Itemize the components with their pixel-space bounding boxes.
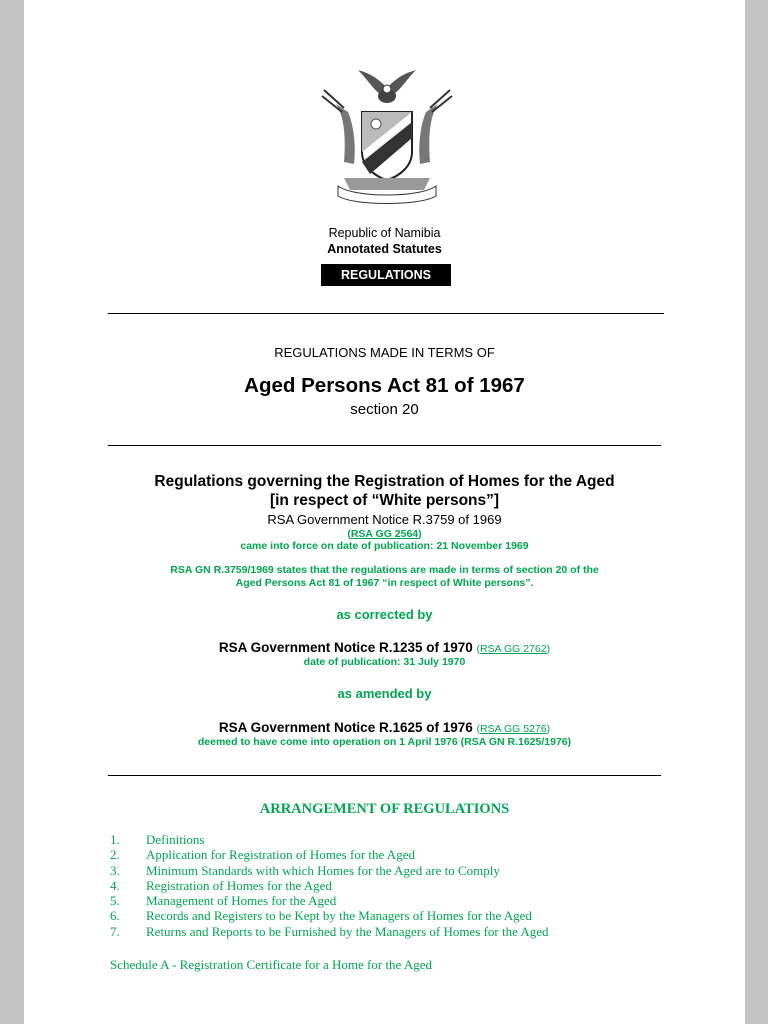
correction-date: date of publication: 31 July 1970 bbox=[303, 656, 466, 668]
republic-label: Republic of Namibia bbox=[328, 226, 441, 240]
list-item[interactable]: 2. Application for Registration of Homes for the Aged bbox=[110, 847, 415, 863]
list-item[interactable]: 3. Minimum Standards with which Homes for the Aged are to Comply bbox=[110, 862, 500, 878]
correction-gazette-link[interactable]: RSA GG 2762 bbox=[480, 643, 547, 655]
regulation-title-line2: [in respect of “White persons”] bbox=[269, 492, 500, 509]
act-title: Aged Persons Act 81 of 1967 bbox=[244, 374, 525, 397]
list-item[interactable]: 7. Returns and Reports to be Furnished by the Managers of Homes for the Aged bbox=[110, 923, 549, 939]
amendment-gazette-link[interactable]: RSA GG 5276 bbox=[480, 723, 547, 735]
commencement-note: came into force on date of publication: 21 November 1969 bbox=[240, 540, 529, 552]
amended-by-label: as amended by bbox=[337, 686, 432, 701]
list-item[interactable]: 6. Records and Registers to be Kept by the Managers of Homes for the Aged bbox=[110, 908, 532, 924]
schedule-link[interactable]: Schedule A - Registration Certificate for a Home for the Aged bbox=[110, 957, 433, 972]
amendment-date: deemed to have come into operation on 1 April 1976 (RSA GN R.1625/1976) bbox=[197, 736, 572, 748]
coat-of-arms-emblem bbox=[314, 66, 460, 206]
divider-top bbox=[108, 313, 664, 314]
list-item[interactable]: 4. Registration of Homes for the Aged bbox=[110, 877, 332, 893]
divider-bottom bbox=[108, 775, 661, 776]
corrected-by-label: as corrected by bbox=[336, 607, 433, 622]
act-section: section 20 bbox=[350, 401, 419, 418]
regulations-list bbox=[110, 832, 549, 939]
regulations-badge: REGULATIONS bbox=[321, 264, 451, 286]
annotated-statutes-label: Annotated Statutes bbox=[327, 242, 442, 256]
annotation-note-line1: RSA GN R.3759/1969 states that the regulations are made in terms of section 20 of the bbox=[170, 564, 599, 576]
amendment-notice: RSA Government Notice R.1625 of 1976 (RSA GG 5276) bbox=[218, 720, 551, 735]
government-notice: RSA Government Notice R.3759 of 1969 bbox=[267, 512, 502, 527]
act-preamble: REGULATIONS MADE IN TERMS OF bbox=[274, 345, 495, 360]
divider-middle bbox=[108, 445, 661, 446]
gazette-reference: (RSA GG 2564) bbox=[347, 528, 422, 540]
gazette-link[interactable]: RSA GG 2564 bbox=[350, 528, 419, 540]
arrangement-title: ARRANGEMENT OF REGULATIONS bbox=[259, 801, 510, 817]
list-item[interactable]: 5. Management of Homes for the Aged bbox=[110, 893, 337, 909]
regulation-title-line1: Regulations governing the Registration of Homes for the Aged bbox=[154, 473, 615, 490]
regulation-title bbox=[24, 472, 745, 510]
correction-notice: RSA Government Notice R.1235 of 1970 (RSA GG 2762) bbox=[218, 640, 551, 655]
annotation-note-line2: Aged Persons Act 81 of 1967 “in respect of White persons”. bbox=[235, 577, 534, 589]
list-item[interactable]: 1. Definitions bbox=[110, 832, 205, 847]
document-page bbox=[24, 0, 745, 1024]
